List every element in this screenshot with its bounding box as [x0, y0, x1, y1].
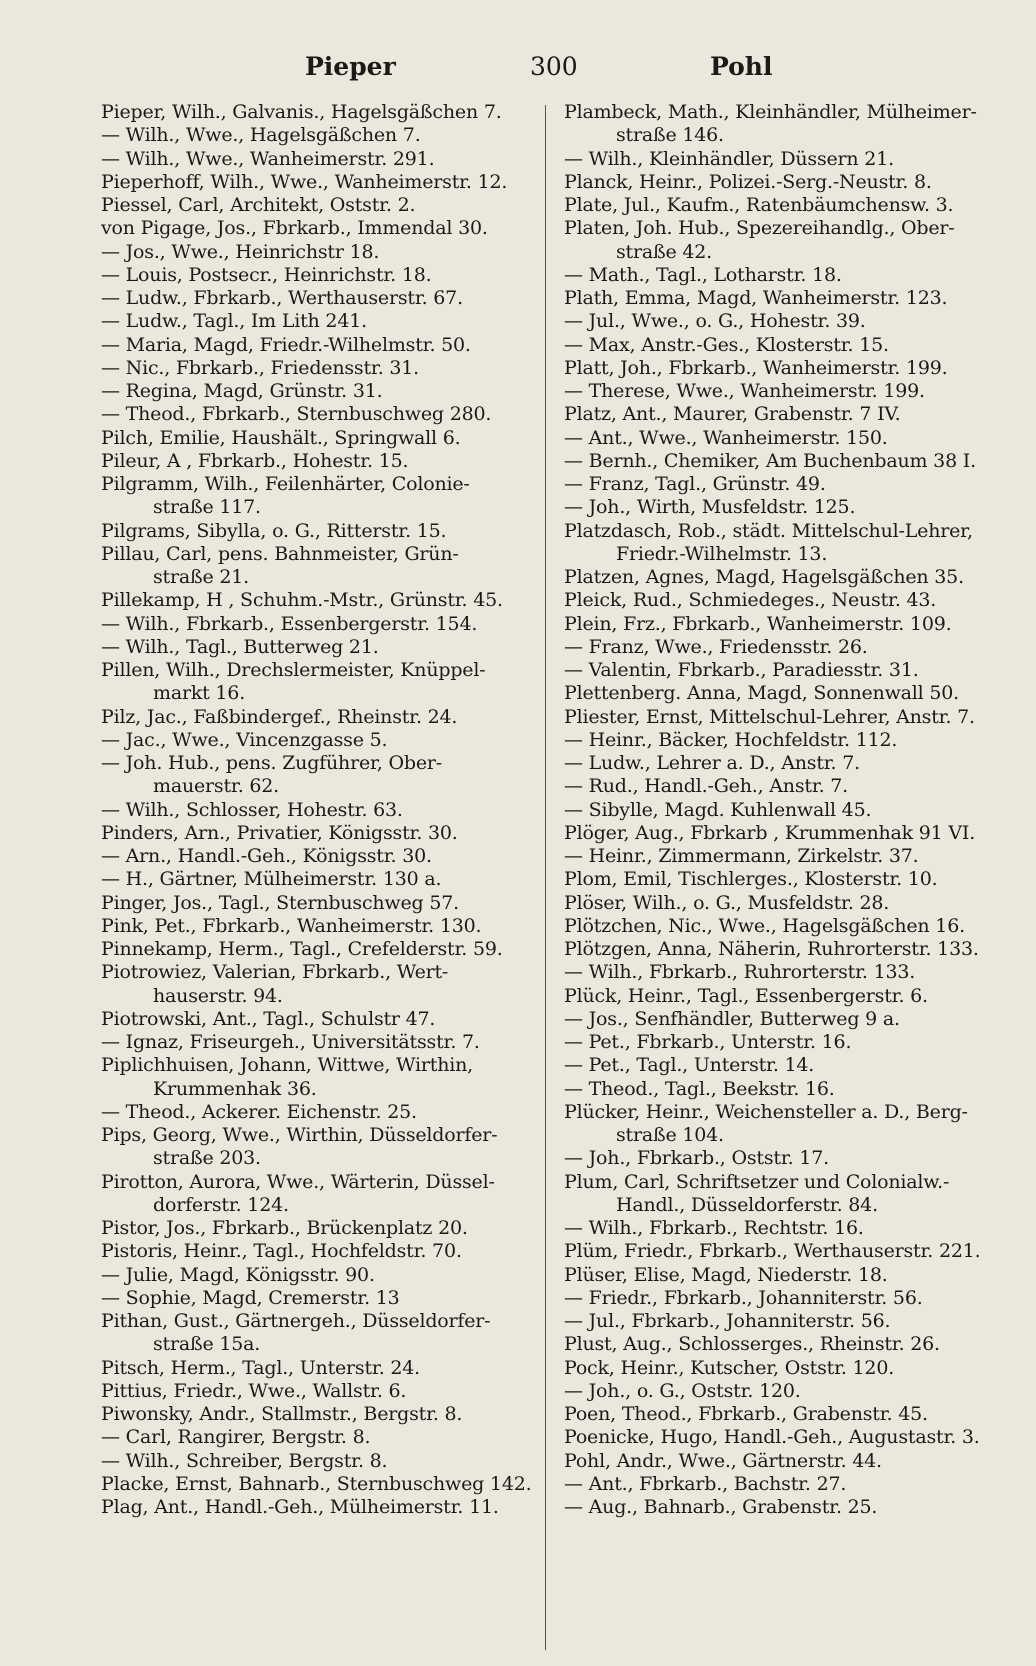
directory-entry: Plettenberg. Anna, Magd, Sonnenwall 50.: [564, 682, 959, 705]
directory-entry: Pinnekamp, Herm., Tagl., Crefelderstr. 59.: [101, 938, 503, 960]
directory-entry: Plein, Frz., Fbrkarb., Wanheimerstr. 109.: [564, 612, 952, 635]
directory-entry: Pips, Georg, Wwe., Wirthin, Düsseldorfer-: [101, 1124, 498, 1146]
entry-continuation: Krummenhak 36.: [153, 1077, 317, 1100]
directory-entry: — Regina, Magd, Grünstr. 31.: [101, 380, 383, 402]
directory-entry: Plath, Emma, Magd, Wanheimerstr. 123.: [564, 287, 948, 309]
directory-entry: — Wilh., Schreiber, Bergstr. 8.: [101, 1449, 388, 1472]
directory-entry: Platzen, Agnes, Magd, Hagelsgäßchen 35.: [564, 566, 964, 588]
directory-entry: Pock, Heinr., Kutscher, Oststr. 120.: [564, 1356, 895, 1379]
directory-entry: — Nic., Fbrkarb., Friedensstr. 31.: [101, 356, 419, 379]
directory-entry: — Ignaz, Friseurgeh., Universitätsstr. 7.: [101, 1031, 480, 1053]
directory-entry: Plötzgen, Anna, Näherin, Ruhrorterstr. 133.: [564, 938, 979, 960]
directory-entry: Plust, Aug., Schlosserges., Rheinstr. 26.: [564, 1333, 940, 1356]
directory-entry: — Jac., Wwe., Vincenzgasse 5.: [101, 728, 388, 751]
directory-entry: — Wilh., Tagl., Butterweg 21.: [101, 635, 379, 658]
directory-entry: Pillen, Wilh., Drechslermeister, Knüppel-: [101, 659, 486, 681]
directory-entry: — Franz, Tagl., Grünstr. 49.: [564, 473, 826, 495]
directory-entry: — Wilh., Fbrkarb., Essenbergerstr. 154.: [101, 612, 478, 635]
directory-entry: — Wilh., Fbrkarb., Rechtstr. 16.: [564, 1217, 864, 1239]
directory-entry: — Wilh., Wwe., Hagelsgäßchen 7.: [101, 124, 421, 147]
directory-entry: — Ludw., Fbrkarb., Werthauserstr. 67.: [101, 287, 463, 309]
directory-entry: Pistoris, Heinr., Tagl., Hochfeldstr. 70.: [101, 1240, 462, 1263]
column-divider: [545, 105, 546, 1650]
directory-entry: Pohl, Andr., Wwe., Gärtnerstr. 44.: [564, 1449, 882, 1472]
directory-entry: Plom, Emil, Tischlerges., Klosterstr. 10.: [564, 868, 938, 891]
directory-entry: Plüm, Friedr., Fbrkarb., Werthauserstr. 221.: [564, 1240, 981, 1263]
directory-entry: Poenicke, Hugo, Handl.-Geh., Augustastr. 3.: [564, 1426, 980, 1449]
directory-entry: — Louis, Postsecr., Heinrichstr. 18.: [101, 263, 432, 286]
header-left-keyword: Pieper: [305, 52, 396, 81]
directory-entry: Pinders, Arn., Privatier, Königsstr. 30.: [101, 821, 458, 844]
directory-entry: Pitsch, Herm., Tagl., Unterstr. 24.: [101, 1356, 421, 1379]
directory-entry: Platzdasch, Rob., städt. Mittelschul-Lehrer,: [564, 519, 973, 542]
entry-continuation: markt 16.: [153, 682, 246, 705]
directory-entry: — Friedr., Fbrkarb., Johanniterstr. 56.: [564, 1286, 923, 1309]
directory-entry: — Therese, Wwe., Wanheimerstr. 199.: [564, 380, 925, 402]
directory-entry: — Bernh., Chemiker, Am Buchenbaum 38 I.: [564, 449, 976, 472]
directory-entry: Pleick, Rud., Schmiedeges., Neustr. 43.: [564, 589, 937, 612]
directory-entry: Pithan, Gust., Gärtnergeh., Düsseldorfer-: [101, 1310, 491, 1332]
directory-entry: Plöser, Wilh., o. G., Musfeldstr. 28.: [564, 891, 890, 914]
directory-entry: — Sophie, Magd, Cremerstr. 13: [101, 1286, 400, 1309]
directory-entry: Pilgramm, Wilh., Feilenhärter, Colonie-: [101, 473, 470, 495]
directory-entry: Pittius, Friedr., Wwe., Wallstr. 6.: [101, 1379, 407, 1402]
directory-entry: von Pigage, Jos., Fbrkarb., Immendal 30.: [101, 217, 488, 240]
directory-entry: Plag, Ant., Handl.-Geh., Mülheimerstr. 11.: [101, 1496, 499, 1518]
directory-entry: — Carl, Rangirer, Bergstr. 8.: [101, 1426, 371, 1449]
directory-entry: — Max, Anstr.-Ges., Klosterstr. 15.: [564, 333, 889, 356]
entry-continuation: straße 146.: [616, 124, 724, 147]
directory-entry: Pileur, A , Fbrkarb., Hohestr. 15.: [101, 449, 409, 472]
directory-entry: Pistor, Jos., Fbrkarb., Brückenplatz 20.: [101, 1217, 468, 1239]
directory-entry: Pinger, Jos., Tagl., Sternbuschweg 57.: [101, 891, 459, 914]
directory-entry: Plüser, Elise, Magd, Niederstr. 18.: [564, 1263, 888, 1286]
directory-entry: Plum, Carl, Schriftsetzer und Colonialw.-: [564, 1170, 950, 1193]
directory-entry: Plate, Jul., Kaufm., Ratenbäumchensw. 3.: [564, 194, 954, 216]
directory-entry: Pillekamp, H , Schuhm.-Mstr., Grünstr. 45.: [101, 589, 503, 612]
directory-entry: Plötzchen, Nic., Wwe., Hagelsgäßchen 16.: [564, 914, 965, 937]
directory-entry: Poen, Theod., Fbrkarb., Grabenstr. 45.: [564, 1403, 928, 1425]
directory-entry: — Julie, Magd, Königsstr. 90.: [101, 1263, 375, 1286]
directory-entry: Pink, Pet., Fbrkarb., Wanheimerstr. 130.: [101, 914, 482, 937]
directory-entry: Placke, Ernst, Bahnarb., Sternbuschweg 142.: [101, 1472, 531, 1495]
directory-entry: — Joh., Wirth, Musfeldstr. 125.: [564, 496, 856, 519]
directory-entry: Platt, Joh., Fbrkarb., Wanheimerstr. 199.: [564, 356, 948, 379]
directory-entry: Platen, Joh. Hub., Spezereihandlg., Ober-: [564, 217, 955, 240]
directory-entry: Pliester, Ernst, Mittelschul-Lehrer, Anstr. 7.: [564, 705, 975, 728]
directory-entry: Plöger, Aug., Fbrkarb , Krummenhak 91 VI.: [564, 821, 976, 844]
entry-continuation: hauserstr. 94.: [153, 984, 283, 1007]
directory-entry: — Ludw., Lehrer a. D., Anstr. 7.: [564, 752, 860, 774]
directory-entry: — H., Gärtner, Mülheimerstr. 130 a.: [101, 868, 442, 891]
directory-entry: — Ant., Wwe., Wanheimerstr. 150.: [564, 426, 888, 449]
directory-entry: Pieperhoff, Wilh., Wwe., Wanheimerstr. 12.: [101, 170, 508, 193]
directory-entry: — Ant., Fbrkarb., Bachstr. 27.: [564, 1472, 847, 1495]
directory-entry: — Heinr., Zimmermann, Zirkelstr. 37.: [564, 845, 919, 867]
directory-entry: Pillau, Carl, pens. Bahnmeister, Grün-: [101, 542, 459, 565]
directory-entry: Piessel, Carl, Architekt, Oststr. 2.: [101, 194, 416, 216]
directory-entry: Piotrowiez, Valerian, Fbrkarb., Wert-: [101, 961, 449, 984]
header-right-keyword: Pohl: [710, 52, 773, 81]
entry-continuation: straße 117.: [153, 496, 261, 519]
directory-entry: — Jos., Senfhändler, Butterweg 9 a.: [564, 1007, 900, 1030]
directory-entry: — Math., Tagl., Lotharstr. 18.: [564, 263, 842, 286]
directory-entry: — Wilh., Schlosser, Hohestr. 63.: [101, 798, 403, 821]
directory-entry: Piwonsky, Andr., Stallmstr., Bergstr. 8.: [101, 1403, 463, 1425]
directory-entry: Plambeck, Math., Kleinhändler, Mülheimer-: [564, 101, 977, 123]
directory-entry: — Jul., Wwe., o. G., Hohestr. 39.: [564, 310, 866, 333]
directory-entry: — Pet., Tagl., Unterstr. 14.: [564, 1054, 815, 1077]
right-column: [564, 101, 996, 1519]
page-header: [100, 52, 996, 88]
entry-continuation: straße 15a.: [153, 1333, 261, 1356]
directory-entry: — Jul., Fbrkarb., Johanniterstr. 56.: [564, 1310, 891, 1332]
directory-entry: — Wilh., Wwe., Wanheimerstr. 291.: [101, 147, 435, 170]
directory-entry: — Valentin, Fbrkarb., Paradiesstr. 31.: [564, 659, 919, 681]
directory-entry: — Aug., Bahnarb., Grabenstr. 25.: [564, 1496, 878, 1518]
directory-entry: Plücker, Heinr., Weichensteller a. D., Berg-: [564, 1100, 968, 1123]
directory-entry: — Heinr., Bäcker, Hochfeldstr. 112.: [564, 728, 898, 751]
directory-entry: — Pet., Fbrkarb., Unterstr. 16.: [564, 1031, 852, 1053]
directory-entry: — Joh. Hub., pens. Zugführer, Ober-: [101, 752, 442, 774]
entry-continuation: dorferstr. 124.: [153, 1193, 289, 1216]
directory-entry: — Joh., Fbrkarb., Oststr. 17.: [564, 1147, 829, 1170]
directory-entry: — Joh., o. G., Oststr. 120.: [564, 1379, 801, 1402]
entry-continuation: straße 104.: [616, 1124, 724, 1146]
directory-entry: Pieper, Wilh., Galvanis., Hagelsgäßchen 7.: [101, 101, 502, 123]
directory-entry: — Theod., Fbrkarb., Sternbuschweg 280.: [101, 403, 492, 426]
directory-entry: Planck, Heinr., Polizei.-Serg.-Neustr. 8.: [564, 170, 932, 193]
directory-entry: — Wilh., Fbrkarb., Ruhrorterstr. 133.: [564, 961, 916, 984]
directory-entry: — Jos., Wwe., Heinrichstr 18.: [101, 240, 380, 263]
directory-entry: Pirotton, Aurora, Wwe., Wärterin, Düssel-: [101, 1170, 495, 1193]
directory-entry: Piplichhuisen, Johann, Wittwe, Wirthin,: [101, 1054, 473, 1077]
directory-entry: — Rud., Handl.-Geh., Anstr. 7.: [564, 775, 849, 798]
entry-continuation: mauerstr. 62.: [153, 775, 279, 798]
directory-entry: Pilgrams, Sibylla, o. G., Ritterstr. 15.: [101, 519, 447, 542]
directory-entry: Piotrowski, Ant., Tagl., Schulstr 47.: [101, 1007, 436, 1030]
entry-continuation: straße 42.: [616, 240, 712, 263]
page-number: 300: [530, 52, 578, 81]
directory-entry: — Sibylle, Magd. Kuhlenwall 45.: [564, 798, 872, 821]
directory-entry: Pilch, Emilie, Haushält., Springwall 6.: [101, 426, 461, 449]
directory-entry: — Franz, Wwe., Friedensstr. 26.: [564, 635, 868, 658]
directory-entry: — Theod., Ackerer. Eichenstr. 25.: [101, 1100, 417, 1123]
directory-entry: — Wilh., Kleinhändler, Düssern 21.: [564, 147, 894, 170]
entry-continuation: straße 21.: [153, 566, 249, 588]
directory-entry: Pilz, Jac., Faßbindergef., Rheinstr. 24.: [101, 705, 458, 728]
left-column: [101, 101, 531, 1519]
directory-entry: — Theod., Tagl., Beekstr. 16.: [564, 1077, 835, 1100]
directory-entry: — Ludw., Tagl., Im Lith 241.: [101, 310, 367, 333]
entry-continuation: straße 203.: [153, 1147, 261, 1170]
directory-entry: Platz, Ant., Maurer, Grabenstr. 7 IV.: [564, 403, 901, 426]
entry-continuation: Handl., Düsseldorferstr. 84.: [616, 1193, 878, 1216]
entry-continuation: Friedr.-Wilhelmstr. 13.: [616, 542, 828, 565]
directory-entry: Plück, Heinr., Tagl., Essenbergerstr. 6.: [564, 984, 928, 1007]
directory-entry: — Maria, Magd, Friedr.-Wilhelmstr. 50.: [101, 333, 471, 356]
directory-entry: — Arn., Handl.-Geh., Königsstr. 30.: [101, 845, 432, 867]
